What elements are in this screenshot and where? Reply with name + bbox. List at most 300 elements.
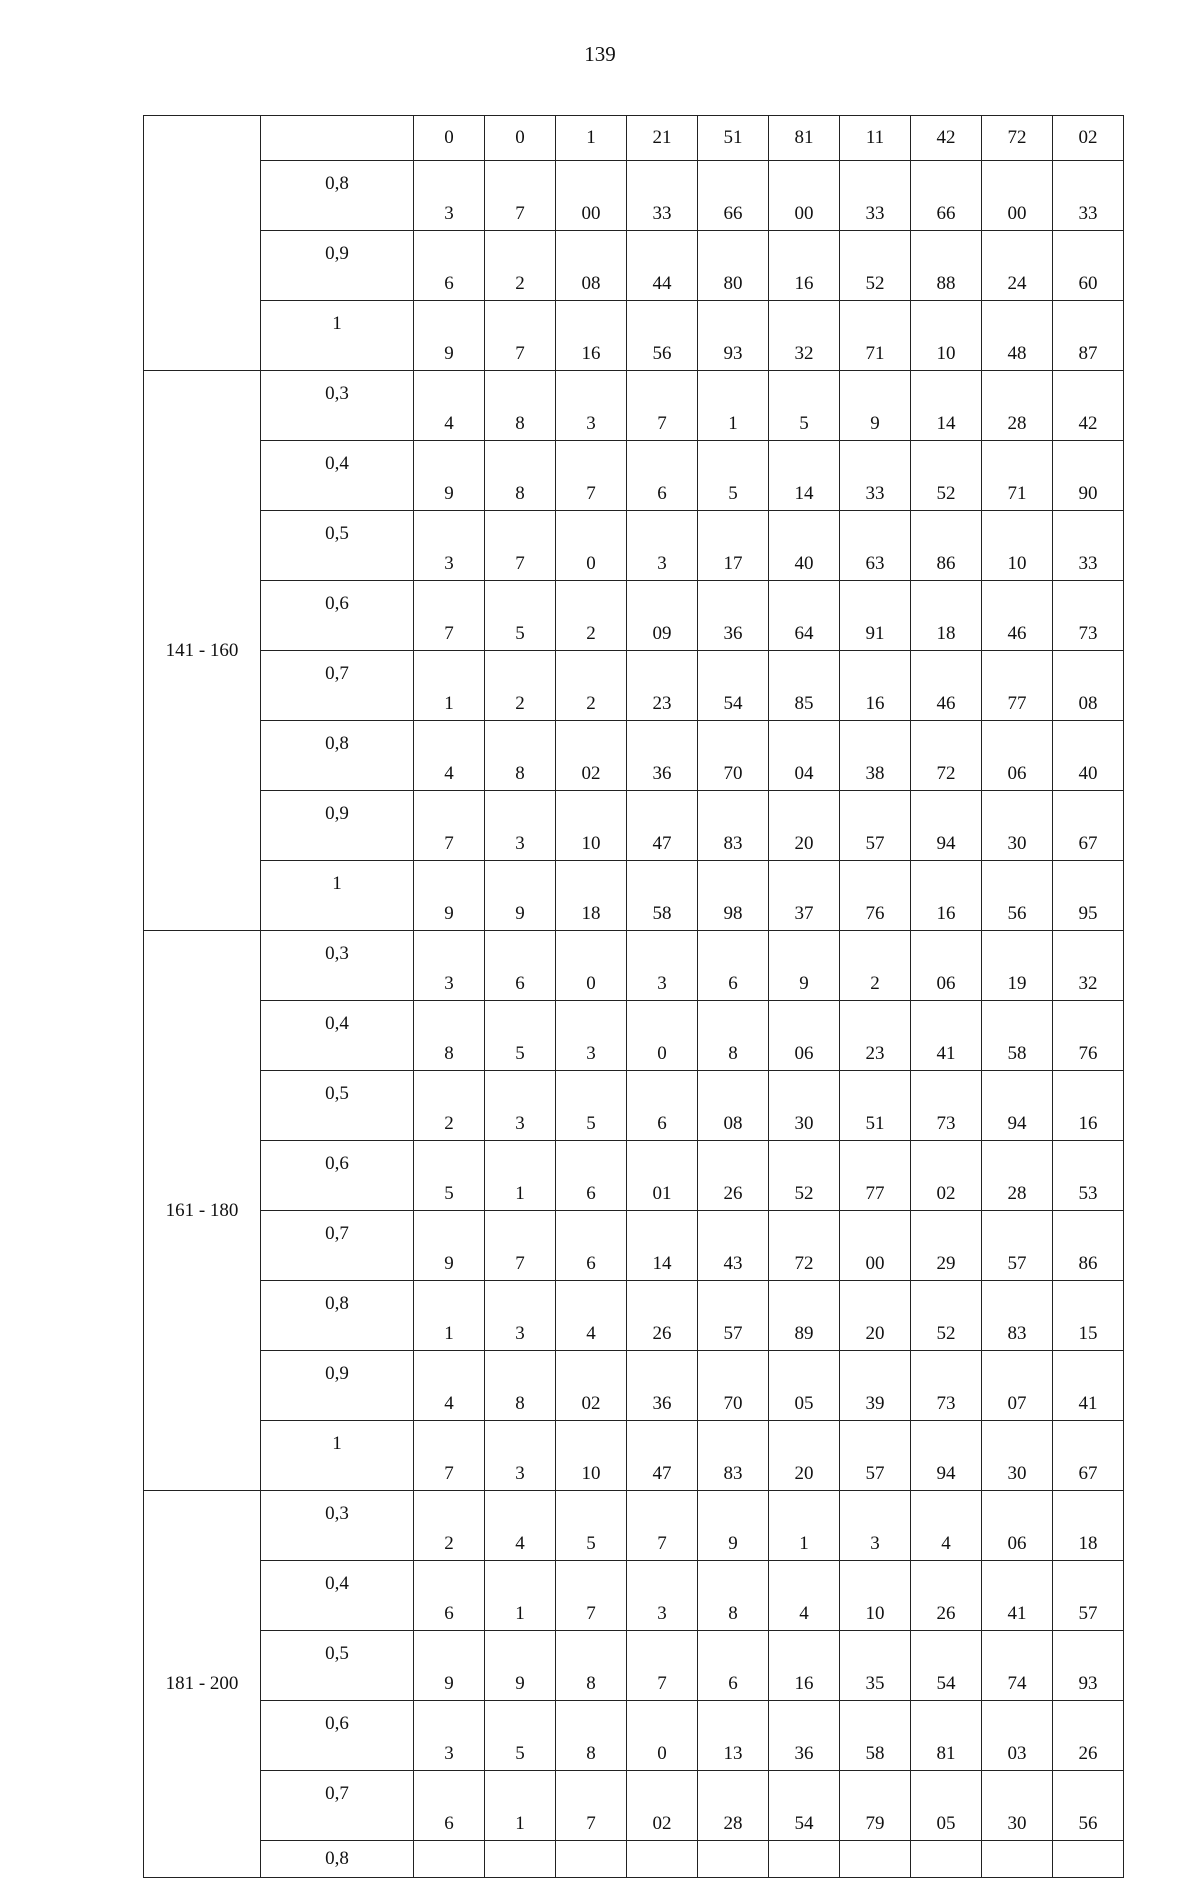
group-range-cell: 161 - 180 [144,931,261,1491]
data-table [143,115,1124,1878]
value-cell: 2 [556,581,627,651]
value-cell: 20 [840,1281,911,1351]
value-cell: 3 [485,1281,556,1351]
value-cell: 41 [911,1001,982,1071]
value-cell: 83 [698,791,769,861]
table-row [144,1351,1124,1421]
value-cell: 1 [485,1141,556,1211]
value-cell [414,1841,485,1878]
value-cell: 16 [769,231,840,301]
value-cell: 37 [769,861,840,931]
value-cell: 9 [485,1631,556,1701]
value-cell: 72 [911,721,982,791]
value-cell: 3 [556,1001,627,1071]
value-cell: 10 [911,301,982,371]
value-cell: 9 [485,861,556,931]
value-cell: 83 [982,1281,1053,1351]
value-cell: 81 [911,1701,982,1771]
value-cell [769,1841,840,1878]
value-cell: 53 [1053,1141,1124,1211]
value-cell: 4 [414,1351,485,1421]
value-cell: 6 [414,1771,485,1841]
coefficient-cell: 0,7 [261,651,414,721]
value-cell: 6 [627,441,698,511]
value-cell: 07 [982,1351,1053,1421]
coefficient-cell: 0,8 [261,1281,414,1351]
value-cell: 5 [556,1071,627,1141]
coefficient-cell: 0,6 [261,1701,414,1771]
value-cell: 7 [627,371,698,441]
value-cell: 87 [1053,301,1124,371]
value-cell: 3 [627,1561,698,1631]
value-cell: 03 [982,1701,1053,1771]
value-cell: 43 [698,1211,769,1281]
value-cell: 15 [1053,1281,1124,1351]
value-cell: 08 [1053,651,1124,721]
table-row [144,301,1124,371]
value-cell: 93 [698,301,769,371]
value-cell: 94 [911,791,982,861]
table-row [144,116,1124,161]
value-cell: 06 [982,721,1053,791]
value-cell: 26 [698,1141,769,1211]
value-cell: 6 [414,231,485,301]
value-cell: 26 [911,1561,982,1631]
value-cell: 77 [982,651,1053,721]
value-cell: 0 [485,116,556,161]
table-row [144,931,1124,1001]
value-cell: 9 [840,371,911,441]
value-cell: 5 [485,1001,556,1071]
value-cell: 9 [414,301,485,371]
value-cell: 40 [1053,721,1124,791]
coefficient-cell: 0,5 [261,511,414,581]
value-cell: 56 [627,301,698,371]
value-cell: 7 [414,581,485,651]
value-cell: 1 [485,1561,556,1631]
value-cell: 1 [414,651,485,721]
value-cell: 3 [627,931,698,1001]
value-cell: 20 [769,791,840,861]
value-cell: 28 [982,371,1053,441]
value-cell: 67 [1053,791,1124,861]
value-cell: 5 [485,581,556,651]
value-cell: 9 [414,861,485,931]
value-cell: 26 [627,1281,698,1351]
value-cell: 83 [698,1421,769,1491]
value-cell: 7 [627,1631,698,1701]
value-cell: 8 [556,1631,627,1701]
value-cell: 3 [414,1701,485,1771]
value-cell: 9 [769,931,840,1001]
value-cell: 36 [698,581,769,651]
value-cell: 54 [911,1631,982,1701]
value-cell: 72 [769,1211,840,1281]
value-cell: 47 [627,1421,698,1491]
value-cell: 2 [485,231,556,301]
value-cell: 23 [840,1001,911,1071]
value-cell: 5 [414,1141,485,1211]
table-row [144,651,1124,721]
value-cell: 2 [485,651,556,721]
value-cell: 33 [840,441,911,511]
value-cell: 54 [698,651,769,721]
value-cell: 89 [769,1281,840,1351]
value-cell: 08 [698,1071,769,1141]
value-cell: 2 [414,1071,485,1141]
coefficient-cell: 1 [261,861,414,931]
value-cell [911,1841,982,1878]
value-cell: 1 [414,1281,485,1351]
value-cell: 6 [485,931,556,1001]
value-cell: 76 [840,861,911,931]
value-cell: 88 [911,231,982,301]
value-cell: 5 [485,1701,556,1771]
value-cell: 54 [769,1771,840,1841]
value-cell: 1 [556,116,627,161]
value-cell: 52 [769,1141,840,1211]
value-cell: 30 [982,1421,1053,1491]
value-cell: 39 [840,1351,911,1421]
value-cell: 0 [556,511,627,581]
value-cell: 35 [840,1631,911,1701]
value-cell: 94 [982,1071,1053,1141]
table-row [144,1421,1124,1491]
value-cell: 42 [1053,371,1124,441]
value-cell: 3 [485,1421,556,1491]
value-cell: 9 [414,1631,485,1701]
value-cell: 24 [982,231,1053,301]
value-cell: 8 [485,441,556,511]
value-cell: 2 [414,1491,485,1561]
coefficient-cell: 0,5 [261,1631,414,1701]
group-range-cell: 141 - 160 [144,371,261,931]
value-cell: 30 [982,791,1053,861]
table-row [144,231,1124,301]
value-cell: 3 [414,511,485,581]
value-cell: 0 [627,1701,698,1771]
value-cell: 60 [1053,231,1124,301]
table-row [144,861,1124,931]
value-cell: 4 [911,1491,982,1561]
table-body [144,116,1124,1878]
value-cell: 0 [556,931,627,1001]
value-cell: 30 [769,1071,840,1141]
value-cell: 8 [485,371,556,441]
value-cell: 00 [982,161,1053,231]
value-cell: 7 [556,1561,627,1631]
coefficient-cell: 0,4 [261,1001,414,1071]
value-cell: 2 [840,931,911,1001]
value-cell: 90 [1053,441,1124,511]
value-cell: 30 [982,1771,1053,1841]
value-cell: 77 [840,1141,911,1211]
value-cell: 7 [485,1211,556,1281]
value-cell: 14 [769,441,840,511]
value-cell: 5 [769,371,840,441]
value-cell: 86 [911,511,982,581]
value-cell: 06 [769,1001,840,1071]
value-cell: 6 [698,931,769,1001]
value-cell: 4 [485,1491,556,1561]
value-cell: 10 [556,1421,627,1491]
value-cell: 41 [1053,1351,1124,1421]
value-cell: 71 [840,301,911,371]
value-cell: 64 [769,581,840,651]
value-cell: 38 [840,721,911,791]
value-cell: 8 [698,1001,769,1071]
value-cell: 52 [911,441,982,511]
value-cell: 08 [556,231,627,301]
value-cell [1053,1841,1124,1878]
value-cell: 8 [485,1351,556,1421]
value-cell: 29 [911,1211,982,1281]
value-cell: 16 [556,301,627,371]
value-cell: 7 [627,1491,698,1561]
table-row [144,371,1124,441]
value-cell: 94 [911,1421,982,1491]
value-cell: 33 [1053,511,1124,581]
value-cell [485,1841,556,1878]
coefficient-cell: 0,5 [261,1071,414,1141]
value-cell: 58 [840,1701,911,1771]
table-row [144,791,1124,861]
value-cell [698,1841,769,1878]
value-cell: 44 [627,231,698,301]
value-cell: 51 [840,1071,911,1141]
value-cell: 14 [911,371,982,441]
value-cell: 67 [1053,1421,1124,1491]
value-cell: 91 [840,581,911,651]
value-cell: 41 [982,1561,1053,1631]
value-cell: 8 [698,1561,769,1631]
coefficient-cell: 0,3 [261,1491,414,1561]
value-cell: 5 [556,1491,627,1561]
value-cell: 18 [1053,1491,1124,1561]
group-range-cell [144,116,261,371]
value-cell: 05 [769,1351,840,1421]
value-cell: 36 [769,1701,840,1771]
value-cell: 10 [982,511,1053,581]
group-range-cell: 181 - 200 [144,1491,261,1878]
value-cell: 32 [1053,931,1124,1001]
value-cell: 79 [840,1771,911,1841]
table-row [144,1281,1124,1351]
value-cell: 70 [698,1351,769,1421]
value-cell: 19 [982,931,1053,1001]
value-cell: 57 [982,1211,1053,1281]
value-cell: 5 [698,441,769,511]
table-row [144,1561,1124,1631]
coefficient-cell [261,116,414,161]
value-cell: 13 [698,1701,769,1771]
value-cell: 33 [840,161,911,231]
value-cell: 4 [414,371,485,441]
value-cell: 73 [1053,581,1124,651]
value-cell: 06 [911,931,982,1001]
value-cell: 3 [627,511,698,581]
value-cell: 2 [556,651,627,721]
value-cell: 6 [556,1211,627,1281]
value-cell: 3 [840,1491,911,1561]
value-cell: 26 [1053,1701,1124,1771]
value-cell: 16 [1053,1071,1124,1141]
value-cell: 6 [698,1631,769,1701]
coefficient-cell: 0,8 [261,1841,414,1878]
value-cell: 66 [911,161,982,231]
value-cell: 63 [840,511,911,581]
value-cell: 4 [769,1561,840,1631]
value-cell: 95 [1053,861,1124,931]
value-cell: 32 [769,301,840,371]
table-row [144,1491,1124,1561]
value-cell: 7 [414,1421,485,1491]
value-cell: 04 [769,721,840,791]
value-cell: 16 [769,1631,840,1701]
value-cell [840,1841,911,1878]
value-cell: 10 [556,791,627,861]
value-cell: 8 [485,721,556,791]
value-cell: 98 [698,861,769,931]
table-row [144,581,1124,651]
value-cell: 72 [982,116,1053,161]
value-cell: 56 [982,861,1053,931]
value-cell: 4 [414,721,485,791]
value-cell: 56 [1053,1771,1124,1841]
value-cell [627,1841,698,1878]
coefficient-cell: 0,9 [261,791,414,861]
value-cell [556,1841,627,1878]
value-cell: 47 [627,791,698,861]
coefficient-cell: 0,8 [261,161,414,231]
value-cell: 40 [769,511,840,581]
table-row [144,441,1124,511]
table-row [144,1841,1124,1878]
value-cell: 7 [414,791,485,861]
value-cell: 1 [698,371,769,441]
coefficient-cell: 1 [261,301,414,371]
value-cell: 0 [414,116,485,161]
value-cell: 17 [698,511,769,581]
value-cell: 6 [627,1071,698,1141]
value-cell: 57 [698,1281,769,1351]
value-cell: 93 [1053,1631,1124,1701]
value-cell: 3 [414,161,485,231]
value-cell: 23 [627,651,698,721]
table-row [144,511,1124,581]
value-cell: 05 [911,1771,982,1841]
value-cell: 51 [698,116,769,161]
value-cell: 02 [1053,116,1124,161]
value-cell: 00 [840,1211,911,1281]
value-cell: 7 [485,161,556,231]
value-cell: 7 [556,441,627,511]
value-cell: 3 [485,791,556,861]
coefficient-cell: 0,3 [261,371,414,441]
value-cell: 33 [1053,161,1124,231]
value-cell: 7 [485,511,556,581]
value-cell: 0 [627,1001,698,1071]
value-cell: 71 [982,441,1053,511]
value-cell: 81 [769,116,840,161]
coefficient-cell: 0,4 [261,441,414,511]
value-cell: 46 [982,581,1053,651]
value-cell: 6 [414,1561,485,1631]
value-cell: 9 [414,441,485,511]
table-row [144,1771,1124,1841]
value-cell: 21 [627,116,698,161]
value-cell: 80 [698,231,769,301]
value-cell: 52 [911,1281,982,1351]
value-cell: 09 [627,581,698,651]
value-cell: 6 [556,1141,627,1211]
value-cell: 06 [982,1491,1053,1561]
value-cell: 58 [982,1001,1053,1071]
value-cell: 36 [627,1351,698,1421]
value-cell: 57 [840,791,911,861]
value-cell: 02 [627,1771,698,1841]
value-cell: 1 [485,1771,556,1841]
value-cell: 73 [911,1071,982,1141]
value-cell: 01 [627,1141,698,1211]
value-cell: 73 [911,1351,982,1421]
value-cell: 46 [911,651,982,721]
value-cell: 7 [485,301,556,371]
value-cell: 3 [485,1071,556,1141]
value-cell: 74 [982,1631,1053,1701]
table-row [144,1141,1124,1211]
table-row [144,1211,1124,1281]
value-cell: 3 [414,931,485,1001]
coefficient-cell: 0,6 [261,1141,414,1211]
table-row [144,1631,1124,1701]
coefficient-cell: 0,9 [261,1351,414,1421]
coefficient-cell: 1 [261,1421,414,1491]
value-cell: 02 [556,721,627,791]
value-cell: 33 [627,161,698,231]
value-cell: 14 [627,1211,698,1281]
table-row [144,1071,1124,1141]
value-cell: 00 [769,161,840,231]
value-cell: 16 [911,861,982,931]
page-number: 139 [584,42,616,66]
coefficient-cell: 0,4 [261,1561,414,1631]
value-cell: 66 [698,161,769,231]
value-cell: 7 [556,1771,627,1841]
value-cell: 10 [840,1561,911,1631]
value-cell: 52 [840,231,911,301]
value-cell: 57 [840,1421,911,1491]
value-cell: 18 [556,861,627,931]
table-row [144,1701,1124,1771]
coefficient-cell: 0,3 [261,931,414,1001]
value-cell: 1 [769,1491,840,1561]
value-cell: 3 [556,371,627,441]
coefficient-cell: 0,8 [261,721,414,791]
value-cell: 57 [1053,1561,1124,1631]
value-cell: 58 [627,861,698,931]
value-cell: 18 [911,581,982,651]
value-cell: 4 [556,1281,627,1351]
value-cell: 85 [769,651,840,721]
coefficient-cell: 0,9 [261,231,414,301]
value-cell: 20 [769,1421,840,1491]
value-cell: 48 [982,301,1053,371]
value-cell: 11 [840,116,911,161]
value-cell: 9 [698,1491,769,1561]
coefficient-cell: 0,7 [261,1771,414,1841]
value-cell: 28 [698,1771,769,1841]
